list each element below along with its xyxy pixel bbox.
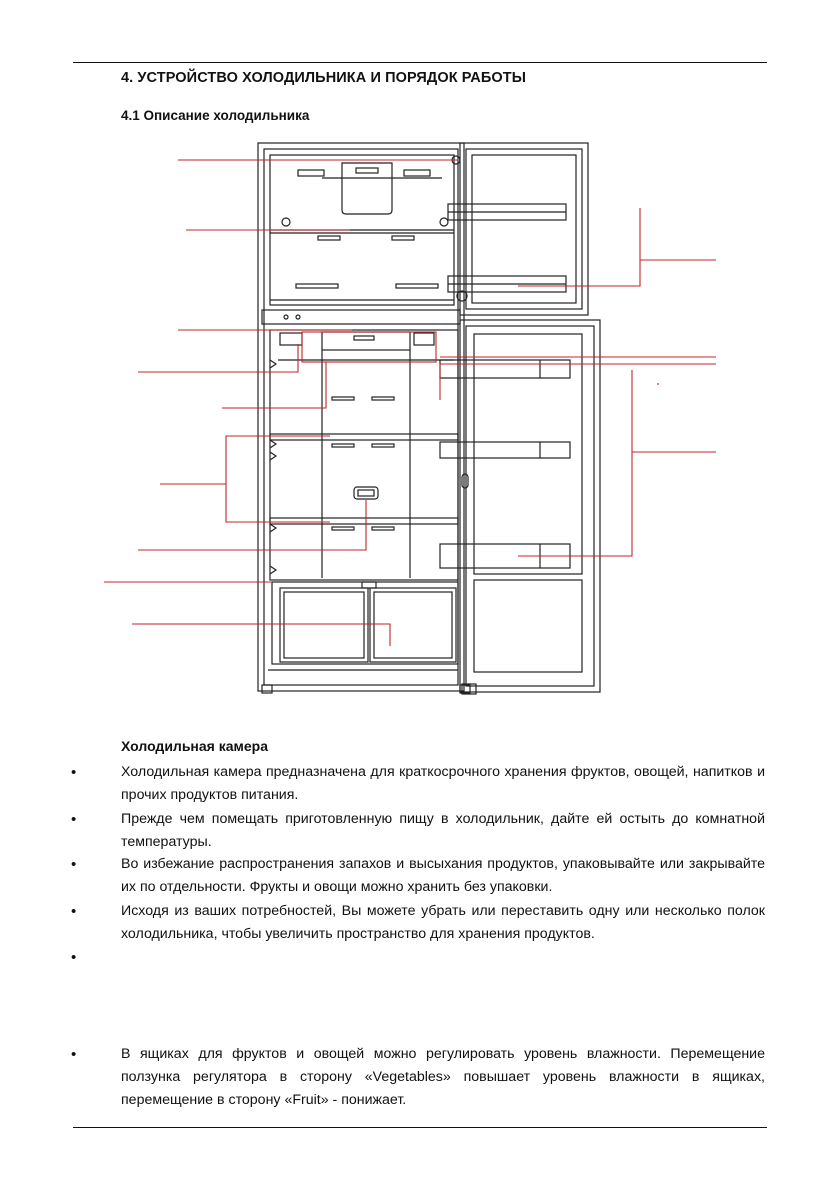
bullet-symbol: •	[71, 1046, 77, 1063]
section-title: 4. УСТРОЙСТВО ХОЛОДИЛЬНИКА И ПОРЯДОК РАБОТЫ	[121, 70, 527, 86]
bullet-symbol: •	[71, 903, 77, 920]
callout-5	[138, 344, 298, 372]
crisper-frame	[272, 582, 458, 664]
bullet-text: Во избежание распространения запахов и высыхания продуктов, упаковывайте или закрывайте их по отдельности. Фрукты и овощи можно хранить без упаковки.	[121, 856, 765, 895]
mullion	[262, 310, 460, 324]
subsection-title: 4.1 Описание холодильника	[121, 108, 310, 123]
crisper-left	[280, 588, 368, 662]
bullet-text: Исходя из ваших потребностей, Вы можете убрать или переставить одну или несколько полок холодильника, чтобы увеличить пространство для хранения продуктов.	[121, 903, 765, 942]
shelf-1	[270, 434, 458, 440]
bullet-symbol: •	[71, 856, 77, 873]
control-panel	[322, 332, 410, 350]
bottom-rule	[73, 1127, 767, 1128]
callout-12	[132, 624, 390, 646]
callout-8	[518, 370, 632, 556]
bullet-symbol: •	[71, 949, 77, 966]
freezer-door	[460, 143, 588, 315]
callout-10	[138, 500, 366, 550]
fridge-section-heading: Холодильная камера	[121, 738, 268, 754]
bullet-text: В ящиках для фруктов и овощей можно регулировать уровень влажности. Перемещение ползунка регулятора в сторону «Vegetables» повышает уровень влажности в ящиках, перемещение в сторону «Fruit» - понижает.	[121, 1046, 765, 1108]
shelf-2	[270, 518, 458, 524]
callout-9	[226, 436, 330, 522]
crisper-right	[370, 588, 456, 662]
ice-maker	[342, 163, 392, 214]
bullet-text: Холодильная камера предназначена для краткосрочного хранения фруктов, овощей, напитков и прочих продуктов питания.	[121, 764, 765, 803]
bullet-text: Прежде чем помещать приготовленную пищу в холодильник, дайте ей остыть до комнатной температуры.	[121, 811, 765, 850]
callout-6	[222, 362, 326, 408]
bullet-symbol: •	[71, 764, 77, 781]
fridge-door	[460, 320, 600, 692]
bullet-symbol: •	[71, 811, 77, 828]
callout-7	[440, 364, 716, 400]
